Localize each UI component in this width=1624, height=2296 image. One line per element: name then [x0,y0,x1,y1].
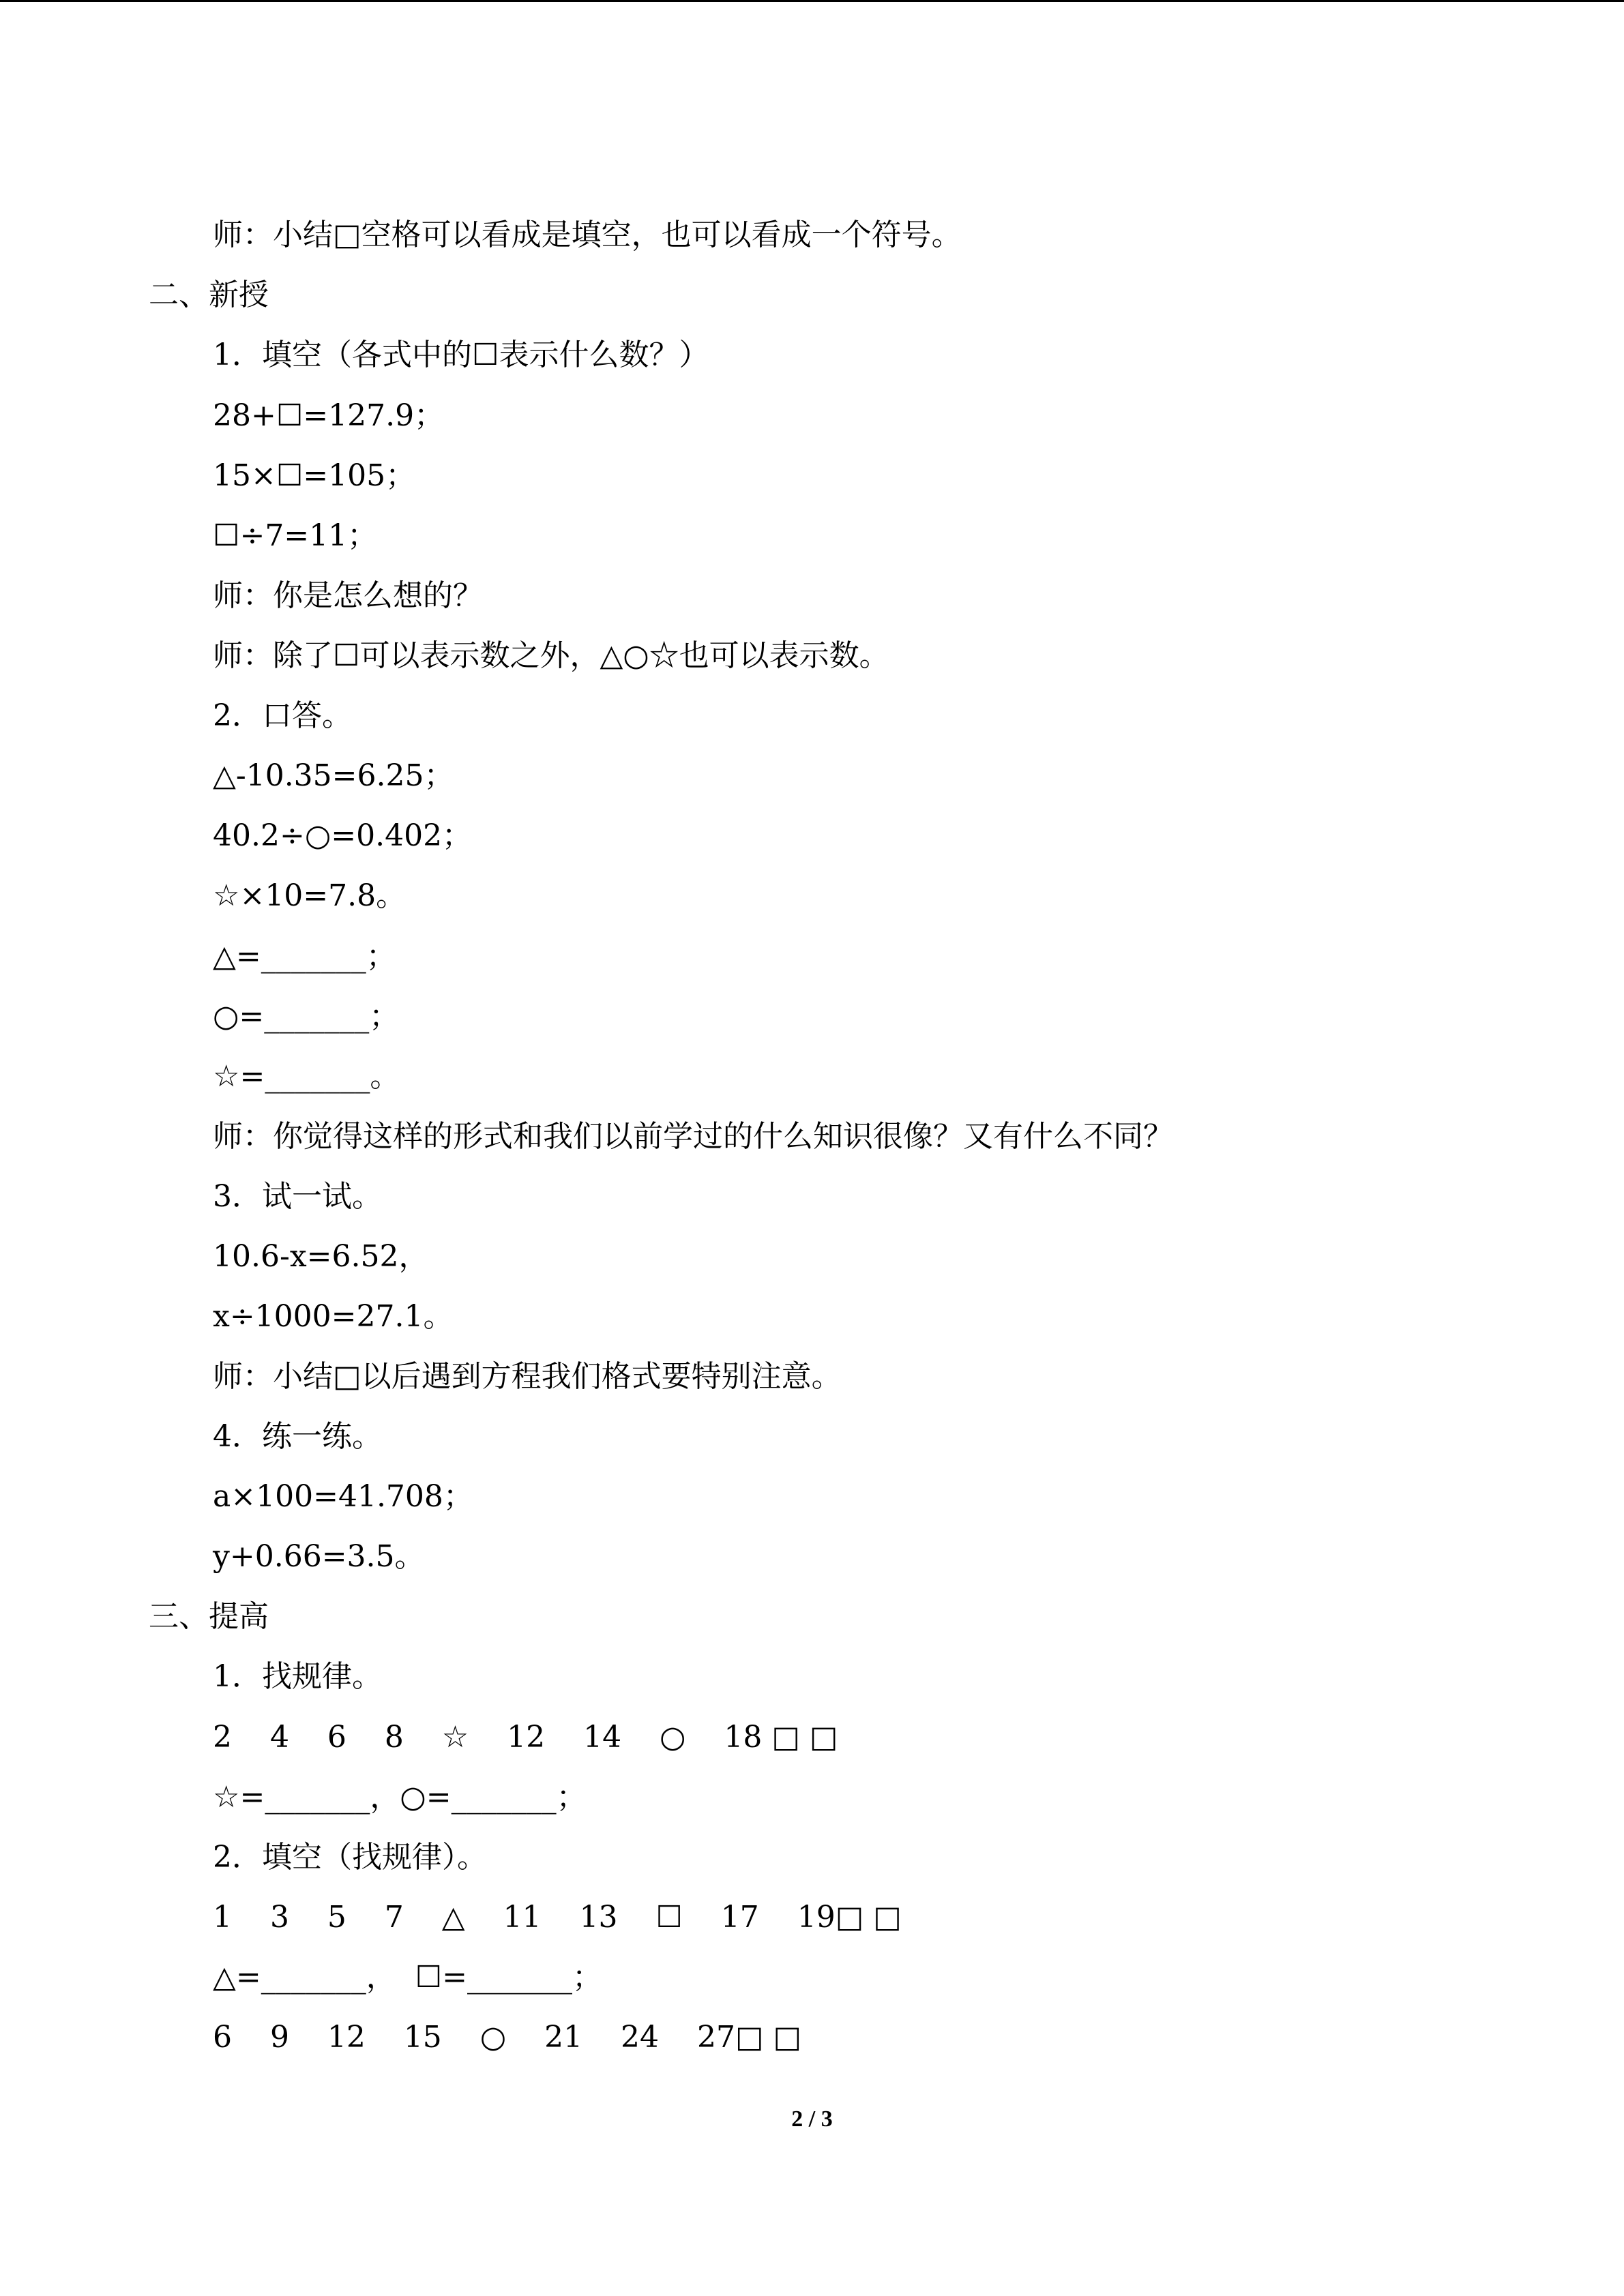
equation-line: 40.2÷○=0.402； [213,818,473,853]
equation-line: 15×☐=105； [213,458,416,493]
teacher-question-line: 师：你觉得这样的形式和我们以前学过的什么知识很像？又有什么不同？ [213,1119,1173,1154]
number-sequence-line: 2 4 6 8 ☆ 12 14 ○ 18 □ □ [213,1720,838,1755]
item-fill-blank-heading: 1．填空（各式中的☐表示什么数？） [213,338,709,372]
item-pattern-heading: 1．找规律。 [213,1659,382,1694]
equation-line: a×100=41.708； [213,1479,473,1514]
answer-blank-line: △=_______， ☐=_______； [213,1960,602,1995]
equation-line: y+0.66=3.5。 [213,1539,425,1574]
equation-line: 10.6-x=6.52， [213,1239,429,1274]
teacher-summary-line: 师：小结□空格可以看成是填空，也可以看成一个符号。 [213,218,962,252]
item-try-heading: 3．试一试。 [213,1179,382,1214]
page-number: 2 / 3 [791,2106,833,2132]
answer-blank-line: ☆=_______。 [213,1059,400,1094]
equation-line: △-10.35=6.25； [213,758,454,793]
equation-line: 28+☐=127.9； [213,398,445,433]
answer-blank-line: ○=_______； [213,999,400,1034]
answer-blank-line: △=_______； [213,939,396,974]
equation-line: ☐÷7=11； [213,518,378,553]
section-heading-improve: 三、提高 [149,1599,269,1634]
item-oral-answer-heading: 2．口答。 [213,698,352,733]
number-sequence-line: 1 3 5 7 △ 11 13 ☐ 17 19□ □ [213,1900,902,1935]
equation-line: ☆×10=7.8。 [213,878,407,913]
teacher-note-line: 师：除了☐可以表示数之外，△○☆也可以表示数。 [213,638,889,673]
teacher-summary-line: 师：小结□以后遇到方程我们格式要特别注意。 [213,1359,842,1394]
item-practice-heading: 4．练一练。 [213,1419,382,1454]
item-fill-pattern-heading: 2．填空（找规律）。 [213,1840,487,1875]
answer-blank-line: ☆=_______，○=_______； [213,1780,587,1815]
number-sequence-line: 6 9 12 15 ○ 21 24 27□ □ [213,2020,802,2055]
top-border-line [0,0,1624,2]
equation-line: x÷1000=27.1。 [213,1299,454,1334]
section-heading-new: 二、新授 [149,278,269,312]
teacher-question-line: 师：你是怎么想的？ [213,578,483,613]
